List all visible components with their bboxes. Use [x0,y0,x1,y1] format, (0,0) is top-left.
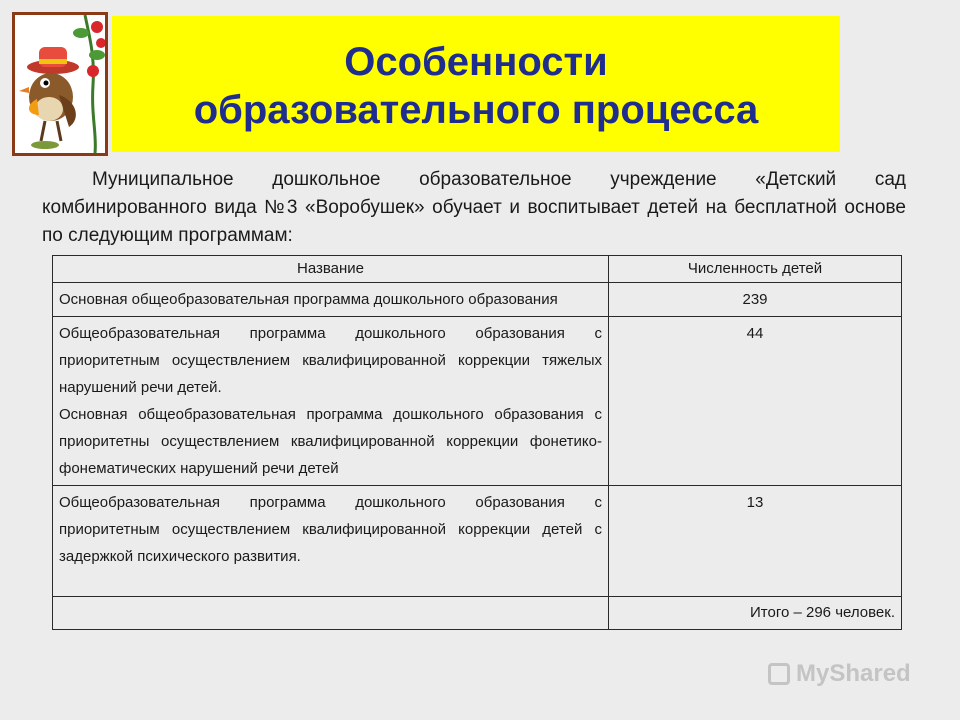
table-total-row [53,597,902,630]
page-title [112,38,840,134]
watermark [768,660,911,688]
table-row [53,283,902,317]
title-line-1: Особенности [344,40,608,84]
programs-table [52,255,902,630]
program-name-part-1: Общеобразовательная программа дошкольного образования с приоритетным осуществлением квалифицированной коррекции тяжелых нарушений речи детей. [59,325,602,396]
sparrow-illustration [12,12,108,156]
total-count: Итого – 296 человек. [609,597,902,630]
program-name [53,317,609,486]
table-header-row [53,256,902,283]
table-row [53,486,902,597]
program-count: 44 [609,317,902,486]
program-name-part-2: Основная общеобразовательная программа дошкольного образования с приоритетны осуществлением квалифицированной коррекции фонетико-фонематических нарушений речи детей [59,406,602,477]
sparrow-icon [15,15,105,153]
title-line-2: образовательного процесса [193,88,759,132]
watermark-text: MyShared [796,660,911,687]
program-count: 13 [609,486,902,597]
program-name: Основная общеобразовательная программа дошкольного образования [53,283,609,317]
total-empty-cell [53,597,609,630]
intro-text: Муниципальное дошкольное образовательное учреждение «Детский сад комбинированного вида №3 «Воробушек» обучает и воспитывает детей на бесплатной основе по следующим программам: [42,169,906,246]
table-row [53,317,902,486]
header-count: Численность детей [609,256,902,283]
header-name: Название [53,256,609,283]
intro-paragraph [42,166,906,250]
title-banner [112,16,840,152]
presentation-icon [768,663,790,685]
program-name: Общеобразовательная программа дошкольного образования с приоритетным осуществлением квалифицированной коррекции детей с задержкой психического развития. [53,486,609,597]
program-count: 239 [609,283,902,317]
